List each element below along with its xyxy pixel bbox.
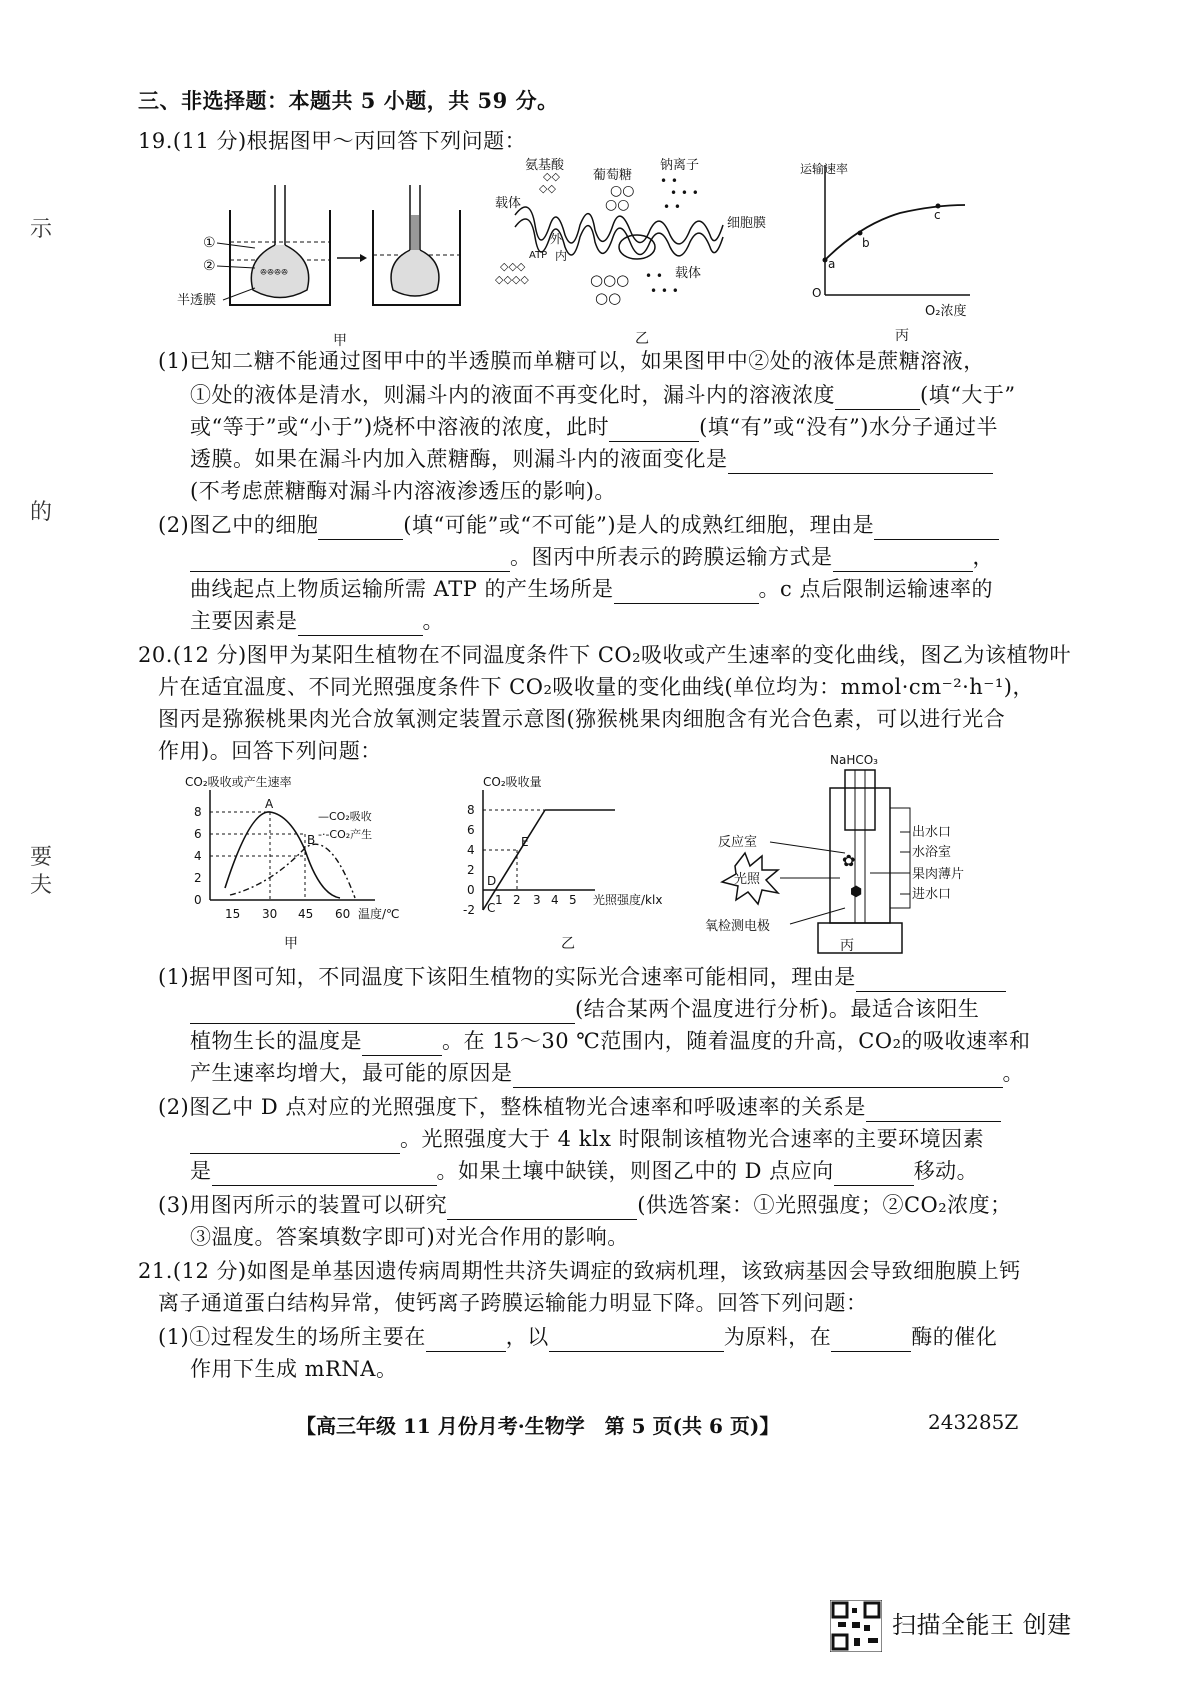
q19-p1-line4: 透膜。如果在漏斗内加入蔗糖酶，则漏斗内的液面变化是 (190, 444, 993, 474)
answer-blank[interactable] (856, 969, 1006, 992)
q20-figure-yi (445, 770, 705, 955)
answer-blank[interactable] (831, 1329, 911, 1352)
figure-caption: 丙 (840, 938, 854, 954)
q20-p3-line2: ③温度。答案填数字即可)对光合作用的影响。 (190, 1225, 629, 1249)
point-a: a (828, 257, 836, 271)
y-axis-label: CO₂吸收或产生速率 (185, 775, 292, 789)
q19-p1-line3: 或“等于”或“小于”)烧杯中溶液的浓度，此时 (填“有”或“没有”)水分子通过半 (190, 412, 998, 442)
answer-blank[interactable] (190, 1001, 575, 1024)
q19-p2-line2: 。图丙中所表示的跨膜运输方式是 ， (190, 542, 994, 572)
legend-co2-uptake: —CO₂吸收 (318, 810, 372, 823)
answer-blank[interactable] (426, 1329, 506, 1352)
x-tick: 1 (495, 893, 503, 907)
svg-text:ꔮꔮꔮꔮ: ꔮꔮꔮꔮ (260, 268, 289, 278)
answer-blank[interactable] (318, 517, 403, 540)
q19-p2-line3: 曲线起点上物质运输所需 ATP 的产生场所是 。c 点后限制运输速率的 (190, 574, 993, 604)
svg-text:✿: ✿ (842, 851, 856, 870)
svg-text:• • •: • • • (650, 284, 679, 298)
carrier-1-label: 载体 (495, 196, 522, 211)
x-axis-label: 光照强度/klx (593, 893, 663, 907)
answer-blank[interactable] (835, 387, 920, 410)
figure-caption: 甲 (284, 936, 298, 952)
q20-p1-line3: 植物生长的温度是 。在 15～30 ℃范围内，随着温度的升高，CO₂的吸收速率和 (190, 1026, 1031, 1056)
q20-stem-line3: 图丙是猕猴桃果肉光合放氧测定装置示意图(猕猴桃果肉细胞含有光合色素，可以进行光合 (158, 707, 1006, 731)
water-bath-label: 水浴室 (912, 845, 952, 860)
membrane-label: 半透膜 (177, 293, 217, 308)
q19-p1-line1: (1)已知二糖不能通过图甲中的半透膜而单糖可以，如果图甲中②处的液体是蔗糖溶液， (158, 349, 985, 373)
svg-text:• •: • • (660, 174, 678, 188)
answer-blank[interactable] (513, 1065, 1003, 1088)
q19-figure-yi (495, 155, 780, 350)
point-a: A (265, 797, 274, 811)
y-axis-label: CO₂吸收量 (483, 775, 542, 789)
q21-stem-line2: 离子通道蛋白结构异常，使钙离子跨膜运输能力明显下降。回答下列问题： (158, 1291, 868, 1315)
q19-figure-jia (175, 180, 465, 350)
reaction-chamber-label: 反应室 (718, 835, 758, 850)
answer-blank[interactable] (447, 1197, 637, 1220)
q20-p2-line2: 。光照强度大于 4 klx 时限制该植物光合速率的主要环境因素 (190, 1124, 984, 1154)
q20-figure-bing (700, 748, 1000, 958)
atp-label: ATP (529, 250, 548, 261)
answer-blank[interactable] (833, 549, 973, 572)
q20-p1-line1: (1)据甲图可知，不同温度下该阳生植物的实际光合速率可能相同，理由是 (158, 962, 1006, 992)
svg-text:○○: ○○ (595, 289, 622, 307)
q19-p1-line2: ①处的液体是清水，则漏斗内的液面不再变化时，漏斗内的溶液浓度 (填“大于” (190, 380, 1016, 410)
legend-co2-release: -·-CO₂产生 (318, 828, 373, 841)
y-tick: 6 (194, 827, 202, 841)
x-tick: 2 (513, 893, 521, 907)
pulp-slice-label: 果肉薄片 (912, 867, 965, 882)
y-tick: 2 (194, 871, 202, 885)
glucose-label: 葡萄糖 (593, 168, 633, 183)
q20-p1-line2: (结合某两个温度进行分析)。最适合该阳生 (190, 994, 979, 1024)
x-tick: 4 (551, 893, 559, 907)
svg-text:• •: • • (645, 269, 663, 283)
answer-blank[interactable] (866, 1099, 1001, 1122)
amino-acid-label: 氨基酸 (525, 158, 565, 173)
q20-p2-line3: 是 。如果土壤中缺镁，则图乙中的 D 点应向 移动。 (190, 1156, 978, 1186)
margin-char: 夫 (30, 873, 53, 898)
q20-p1-line4: 产生速率均增大，最可能的原因是 。 (190, 1058, 1024, 1088)
x-tick: 30 (262, 907, 278, 921)
y-tick: 6 (467, 823, 475, 837)
margin-char: 要 (30, 845, 53, 870)
q21-p1-line1: (1)①过程发生的场所主要在 ，以 为原料，在 酶的催化 (158, 1322, 997, 1352)
electrode-label: 氧检测电极 (705, 919, 771, 934)
qr-code-icon (830, 1600, 882, 1652)
q19-p2-line4: 主要因素是 。 (190, 606, 444, 636)
y-tick: 0 (194, 893, 202, 907)
q19-p1-line5: (不考虑蔗糖酶对漏斗内溶液渗透压的影响)。 (190, 479, 616, 503)
point-d: D (487, 874, 497, 888)
label-2: ② (203, 258, 216, 274)
q20-figure-jia (180, 770, 420, 955)
q21-stem-line1: 21.(12 分)如图是单基因遗传病周期性共济失调症的致病机理，该致病基因会导致细胞膜上钙 (138, 1259, 1021, 1283)
figure-caption: 丙 (895, 328, 909, 344)
y-tick: 2 (467, 863, 475, 877)
x-tick: 60 (335, 907, 351, 921)
margin-char: 示 (30, 217, 53, 242)
figure-caption: 甲 (333, 333, 347, 349)
x-tick: 45 (298, 907, 314, 921)
y-tick: 4 (467, 843, 475, 857)
svg-text:◇◇◇: ◇◇◇ (500, 260, 526, 273)
x-tick: 3 (533, 893, 541, 907)
membrane-label: 细胞膜 (727, 216, 767, 231)
x-tick: 15 (225, 907, 241, 921)
y-tick: -2 (463, 903, 475, 917)
point-c: C (487, 901, 496, 915)
y-tick: 0 (467, 883, 475, 897)
footer-text: 【高三年级 11 月份月考·生物学 第 5 页(共 6 页)】 (296, 1414, 780, 1438)
margin-char: 的 (30, 500, 53, 525)
answer-blank[interactable] (212, 1163, 437, 1186)
svg-text:◇◇: ◇◇ (543, 170, 560, 183)
q20-p3-line1: (3)用图丙所示的装置可以研究 (供选答案：①光照强度；②CO₂浓度； (158, 1190, 1012, 1220)
answer-blank[interactable] (190, 549, 510, 572)
svg-text:◇◇: ◇◇ (539, 182, 556, 195)
svg-text:◇◇◇◇: ◇◇◇◇ (495, 273, 529, 286)
x-axis-label: O₂浓度 (925, 304, 967, 319)
y-tick: 8 (467, 803, 475, 817)
q21-p1-line2: 作用下生成 mRNA。 (190, 1357, 398, 1381)
point-b: b (862, 236, 870, 250)
answer-blank[interactable] (362, 1033, 442, 1056)
figure-caption: 乙 (635, 331, 649, 347)
answer-blank[interactable] (298, 613, 423, 636)
x-tick: 5 (569, 893, 577, 907)
origin-label: O (812, 286, 822, 300)
svg-text:○○: ○○ (605, 197, 630, 213)
point-e: E (521, 835, 529, 849)
point-c: c (934, 208, 941, 222)
answer-blank[interactable] (834, 1163, 914, 1186)
inside-label: 内 (555, 249, 568, 263)
y-tick: 4 (194, 849, 202, 863)
outlet-label: 出水口 (912, 825, 952, 840)
sodium-label: 钠离子 (660, 158, 700, 173)
answer-blank[interactable] (728, 451, 993, 474)
answer-blank[interactable] (874, 517, 999, 540)
svg-text:○○○: ○○○ (590, 271, 630, 289)
q19-figure-bing (800, 155, 980, 350)
answer-blank[interactable] (190, 1131, 400, 1154)
svg-text:• • •: • • • (670, 186, 699, 200)
q19-stem: 19.(11 分)根据图甲～丙回答下列问题： (138, 129, 527, 153)
inlet-label: 进水口 (912, 887, 952, 902)
footer-code: 243285Z (928, 1410, 1019, 1434)
y-axis-label: 运输速率 (800, 162, 849, 176)
point-b: B (307, 833, 316, 847)
answer-blank[interactable] (549, 1329, 724, 1352)
q20-stem-line4: 作用)。回答下列问题： (158, 739, 382, 763)
svg-text:⬢: ⬢ (850, 884, 863, 900)
label-1: ① (203, 235, 216, 251)
svg-text:• •: • • (663, 200, 681, 214)
svg-text:○○: ○○ (610, 183, 635, 199)
q20-p2-line1: (2)图乙中 D 点对应的光照强度下，整株植物光合速率和呼吸速率的关系是 (158, 1092, 1001, 1122)
watermark-text: 扫描全能王 创建 (892, 1611, 1072, 1639)
answer-blank[interactable] (614, 581, 759, 604)
light-label: 光照 (734, 872, 761, 887)
y-tick: 8 (194, 805, 202, 819)
figure-caption: 乙 (561, 936, 575, 952)
nahco3-label: NaHCO₃ (830, 753, 878, 767)
q20-stem-line2: 片在适宜温度、不同光照强度条件下 CO₂吸收量的变化曲线(单位均为：mmol·cm⁻²·h⁻¹)， (158, 675, 1035, 699)
x-axis-label: 温度/℃ (358, 907, 400, 921)
q20-stem-line1: 20.(12 分)图甲为某阳生植物在不同温度条件下 CO₂吸收或产生速率的变化曲线，图乙为该植物叶 (138, 643, 1072, 667)
outside-label: 外 (550, 232, 563, 246)
q19-p2-line1: (2)图乙中的细胞 (填“可能”或“不可能”)是人的成熟红细胞，理由是 (158, 510, 999, 540)
section-title: 三、非选择题：本题共 5 小题，共 59 分。 (138, 88, 559, 113)
carrier-2-label: 载体 (675, 266, 702, 281)
answer-blank[interactable] (609, 419, 699, 442)
